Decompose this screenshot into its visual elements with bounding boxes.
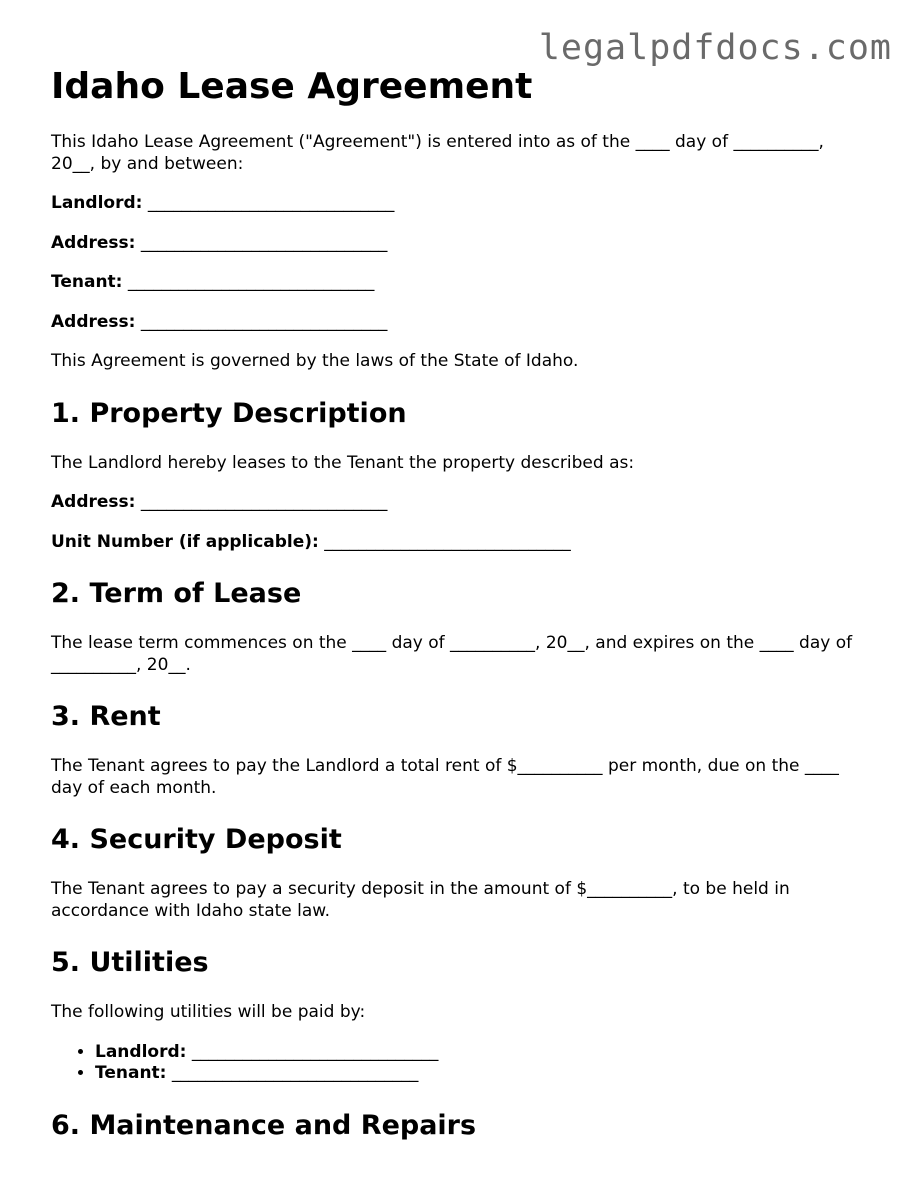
field-label: Landlord: [51, 193, 143, 213]
utilities-list [51, 1042, 871, 1085]
field-label: Address: [51, 232, 136, 253]
watermark: legalpdfdocs.com [538, 28, 892, 68]
property-paragraph: The Landlord hereby leases to the Tenant the property described as: [51, 452, 635, 473]
utilities-paragraph: The following utilities will be paid by: [51, 1002, 366, 1022]
tenant-field [51, 272, 871, 294]
tenant-address-field [51, 312, 871, 334]
field-blank: _____________________________ [140, 232, 388, 253]
list-item [95, 1063, 871, 1085]
landlord-address-field [51, 233, 871, 255]
field-label: Landlord: [95, 1041, 187, 1062]
section-heading-property: 1. Property Description [51, 397, 407, 429]
rent-paragraph: The Tenant agrees to pay the Landlord a total rent of $__________ per month, due on the ____ day of each month. [51, 756, 839, 798]
list-item [95, 1042, 871, 1064]
field-blank: _____________________________ [171, 1063, 419, 1083]
term-paragraph: The lease term commences on the ____ day of __________, 20__, and expires on the ____ day of __________, 20__. [51, 633, 853, 675]
section-heading-deposit: 4. Security Deposit [51, 824, 342, 855]
field-label: Address: [51, 492, 136, 512]
section-heading-maintenance: 6. Maintenance and Repairs [51, 1109, 477, 1141]
governing-law-paragraph: This Agreement is governed by the laws of the State of Idaho. [51, 351, 579, 371]
field-label: Address: [51, 311, 136, 332]
field-blank: _____________________________ [191, 1041, 439, 1062]
field-blank: _____________________________ [140, 311, 388, 332]
section-heading-rent: 3. Rent [51, 701, 161, 732]
field-label: Unit Number (if applicable): [51, 531, 319, 552]
landlord-field [51, 193, 871, 215]
property-address-field [51, 492, 871, 514]
section-heading-term: 2. Term of Lease [51, 578, 302, 609]
unit-number-field [51, 532, 871, 554]
intro-paragraph: This Idaho Lease Agreement ("Agreement") is entered into as of the ____ day of __________, 20__, by and between: [51, 132, 824, 174]
field-blank: _____________________________ [127, 272, 375, 292]
document-title: Idaho Lease Agreement [51, 66, 533, 107]
field-label: Tenant: [51, 272, 123, 292]
field-blank: _____________________________ [140, 492, 388, 512]
section-heading-utilities: 5. Utilities [51, 947, 209, 978]
field-blank: _____________________________ [147, 193, 395, 213]
document-page [51, 64, 871, 1165]
field-label: Tenant: [95, 1063, 167, 1083]
field-blank: _____________________________ [324, 531, 571, 552]
deposit-paragraph: The Tenant agrees to pay a security deposit in the amount of $__________, to be held in accordance with Idaho state law. [51, 879, 790, 921]
